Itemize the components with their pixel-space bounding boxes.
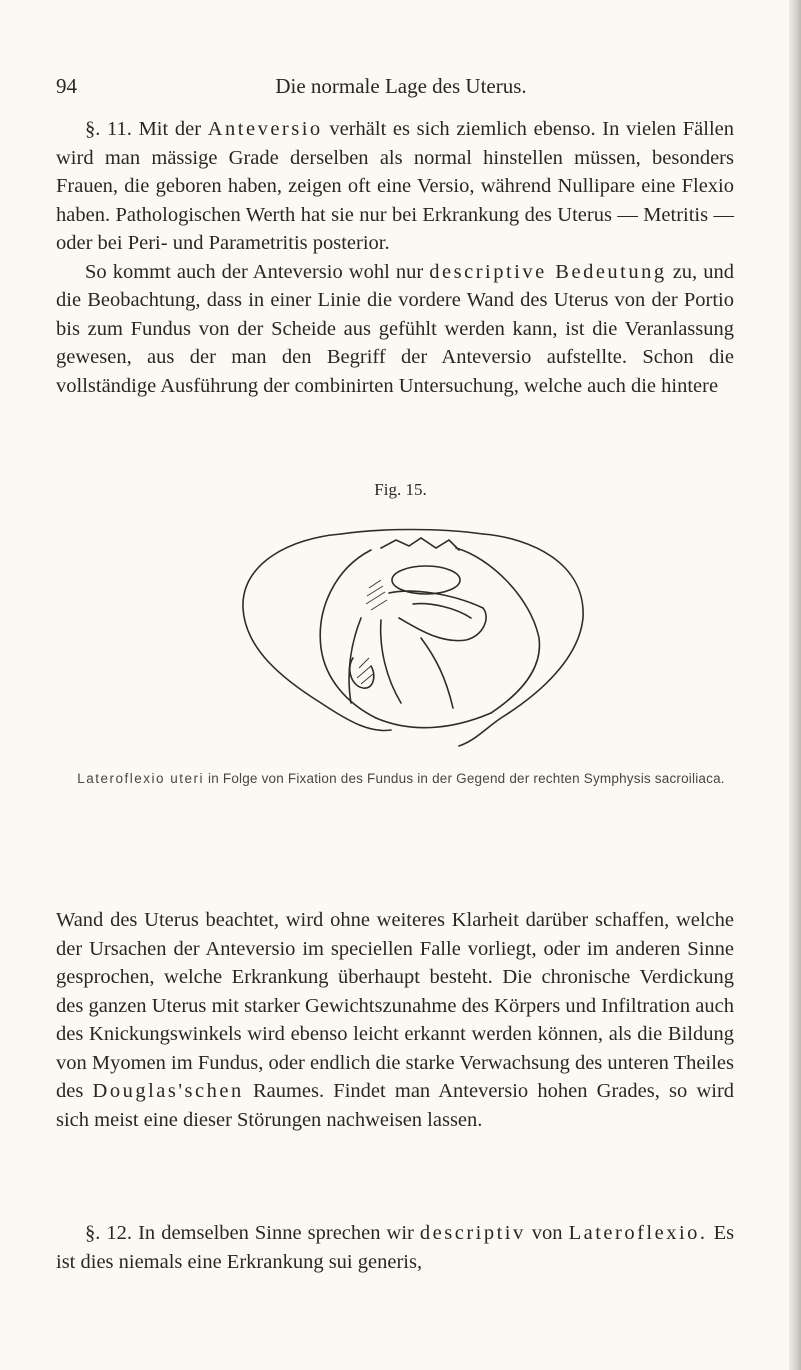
paragraph-text: Wand des Uterus beachtet, wird ohne weiteres Klarheit darüber schaffen, welche der Ursachen der Anteversio im speciellen Falle vorliegt, oder im anderen Sinne gesprochen, welche Erkrankung überhaupt besteht. Die chronische Verdickung des ganzen Uterus mit starker Gewichtszunahme des Körpers und Infiltration auch des Knickungswinkels wird ebenso leicht erkannt werden können, als die Bildung von Myomen im Fundus, oder endlich die starke Verwachsung des unteren Theiles des bbox=[56, 909, 734, 1102]
caption-text: in Folge von Fixation des Fundus in der Gegend der rechten Symphysis sacroiliaca. bbox=[208, 771, 725, 786]
figure-illustration bbox=[221, 508, 605, 756]
section-number: §. 12. bbox=[85, 1222, 133, 1244]
emphasized-term: descriptive Bedeutung bbox=[429, 260, 667, 283]
paragraph-intro: Mit der bbox=[138, 118, 202, 140]
inner-ring-left bbox=[320, 550, 376, 718]
caption-term: Lateroflexio uteri bbox=[77, 771, 205, 786]
pelvis-outline-right bbox=[459, 534, 583, 746]
paragraph-text: Es ist dies niemals eine Erkrankung sui generis, bbox=[56, 1222, 735, 1273]
paragraph-intro: In demselben Sinne sprechen wir bbox=[138, 1222, 414, 1244]
page-header bbox=[56, 74, 746, 104]
emphasized-term-2: Lateroflexio. bbox=[568, 1222, 708, 1244]
paragraph-anteversio bbox=[56, 258, 734, 401]
uterus-inner bbox=[413, 604, 471, 618]
page-number: 94 bbox=[56, 74, 77, 98]
emphasized-term: Douglas'schen bbox=[92, 1080, 244, 1102]
paragraph-text: zu, und die Beobachtung, dass in einer Linie die vordere Wand des Uterus von der Portio bis zum Fundus von der Scheide aus gefühlt werden kann, ist die Veranlassung gewesen, aus der man den Begriff der Anteversio aufstellte. Schon die vollständige Ausführung der combinirten Untersuchung, welche auch die hintere bbox=[56, 260, 734, 397]
paragraph-start: So kommt auch der Anteversio wohl nur bbox=[85, 260, 424, 283]
ligament-right bbox=[421, 638, 453, 708]
figure-caption bbox=[56, 770, 746, 788]
paragraph-text: verhält es sich ziemlich ebenso. In vielen Fällen wird man mässige Grade derselben als normal hinstellen müssen, besonders Frauen, die geboren haben, zeigen oft eine Versio, während Nullipare eine Flexio haben. Pathologischen Werth hat sie nur bei Erkrankung des Uterus — Metritis — oder bei Peri- und Parametritis posterior. bbox=[56, 118, 735, 254]
uterus-fundus bbox=[392, 566, 460, 594]
ring-bottom bbox=[376, 713, 491, 728]
text-block-middle bbox=[56, 906, 734, 1134]
figure-label: Fig. 15. bbox=[374, 480, 427, 499]
running-title: Die normale Lage des Uterus. bbox=[275, 74, 527, 98]
inner-ring-right bbox=[456, 548, 539, 713]
paragraph-connector: von bbox=[531, 1222, 563, 1244]
page-edge bbox=[789, 0, 801, 1370]
emphasized-term: descriptiv bbox=[419, 1222, 526, 1244]
vagina-right bbox=[381, 620, 401, 703]
paragraph-section-12 bbox=[56, 1219, 734, 1276]
paragraph-section-11 bbox=[56, 115, 734, 258]
sacrum-line bbox=[381, 538, 459, 550]
text-block-bottom bbox=[56, 1219, 734, 1276]
paragraph-continuation bbox=[56, 906, 734, 1134]
emphasized-term: Anteversio bbox=[207, 118, 323, 140]
pelvis-diagram bbox=[221, 508, 605, 756]
pelvis-outline-left bbox=[243, 534, 391, 731]
shading-center bbox=[357, 658, 373, 684]
text-block-top bbox=[56, 115, 734, 400]
uterus-body bbox=[389, 591, 486, 641]
pelvis-top bbox=[341, 530, 483, 535]
paragraph-text-end: Raumes. Findet man Anteversio hohen Grades, so wird sich meist eine dieser Störungen nachweisen lassen. bbox=[56, 1080, 735, 1131]
shading-left bbox=[366, 580, 387, 610]
section-number: §. 11. bbox=[85, 118, 132, 140]
